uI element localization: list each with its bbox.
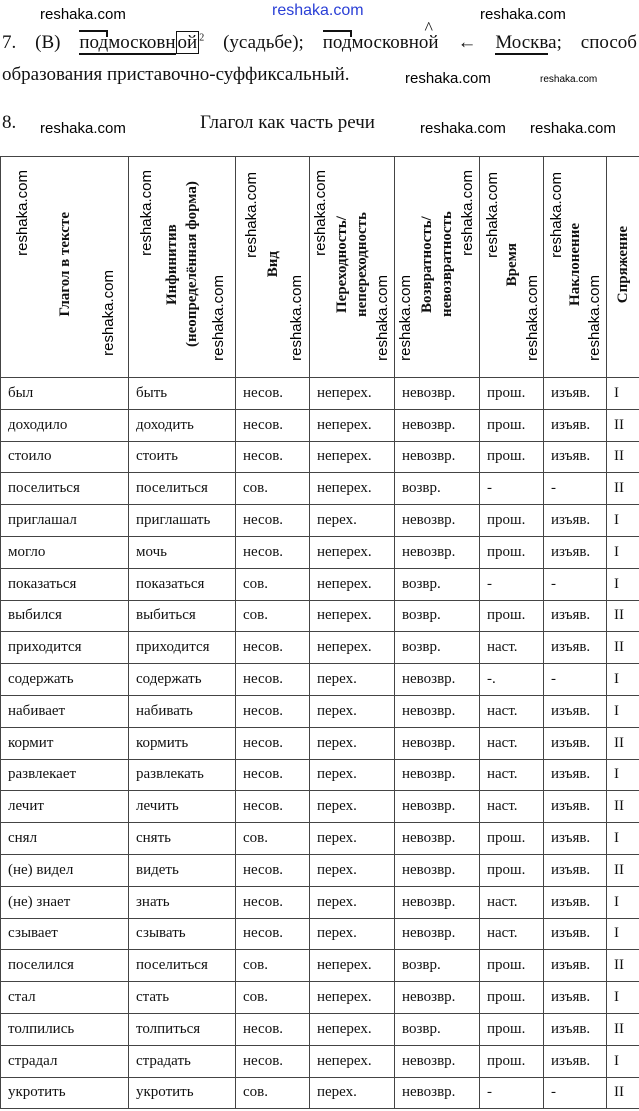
table-row — [1, 982, 639, 1014]
table-row — [1, 1077, 639, 1109]
table-row — [1, 1013, 639, 1045]
watermark: reshaka.com — [540, 74, 598, 85]
cell-tense: наст. — [480, 918, 544, 950]
cell-verb-in-text: развлекает — [1, 759, 129, 791]
cell-aspect: сов. — [236, 473, 310, 505]
column-header-label: Возвратность/ невозвратность — [419, 211, 455, 318]
cell-tense: прош. — [480, 600, 544, 632]
cell-infinitive: показаться — [129, 568, 236, 600]
cell-aspect: несов. — [236, 727, 310, 759]
table-row — [1, 727, 639, 759]
cell-mood: изъяв. — [544, 505, 607, 537]
table-row — [1, 600, 639, 632]
cell-reflexivity: невозвр. — [395, 759, 480, 791]
cell-verb-in-text: сзывает — [1, 918, 129, 950]
superscript: 2 — [199, 32, 205, 44]
cell-tense: наст. — [480, 695, 544, 727]
cell-aspect: несов. — [236, 759, 310, 791]
cell-conjugation: I — [607, 918, 639, 950]
cell-transitivity: неперех. — [310, 473, 395, 505]
cell-reflexivity: невозвр. — [395, 982, 480, 1014]
table-row — [1, 886, 639, 918]
cell-infinitive: поселиться — [129, 950, 236, 982]
cell-infinitive: снять — [129, 823, 236, 855]
cell-conjugation: II — [607, 409, 639, 441]
text: (усадьбе); — [223, 32, 304, 53]
cell-mood: изъяв. — [544, 409, 607, 441]
cell-infinitive: приходится — [129, 632, 236, 664]
cell-infinitive: стать — [129, 982, 236, 1014]
prefix: под — [79, 32, 109, 53]
cell-verb-in-text: содержать — [1, 664, 129, 696]
table-row — [1, 473, 639, 505]
cell-infinitive: набивать — [129, 695, 236, 727]
cell-verb-in-text: кормит — [1, 727, 129, 759]
cell-verb-in-text: приглашал — [1, 505, 129, 537]
watermark: reshaka.com — [480, 6, 566, 23]
cell-reflexivity: невозвр. — [395, 1045, 480, 1077]
cell-transitivity: неперех. — [310, 568, 395, 600]
cell-infinitive: толпиться — [129, 1013, 236, 1045]
watermark: reshaka.com — [138, 170, 155, 256]
table-row — [1, 695, 639, 727]
cell-transitivity: перех. — [310, 918, 395, 950]
cell-tense: наст. — [480, 727, 544, 759]
cell-mood: изъяв. — [544, 1045, 607, 1077]
ending: ой — [177, 32, 198, 53]
cell-infinitive: содержать — [129, 664, 236, 696]
suffix-mark: ^ ой — [419, 32, 439, 53]
cell-tense: прош. — [480, 854, 544, 886]
arrow-icon: ← — [457, 32, 477, 53]
root: москов — [108, 32, 166, 53]
cell-reflexivity: невозвр. — [395, 409, 480, 441]
cell-conjugation: I — [607, 536, 639, 568]
text: способ — [580, 32, 637, 53]
cell-tense: наст. — [480, 886, 544, 918]
cell-tense: прош. — [480, 982, 544, 1014]
watermark: reshaka.com — [288, 275, 305, 361]
cell-mood: изъяв. — [544, 823, 607, 855]
cell-infinitive: укротить — [129, 1077, 236, 1109]
cell-mood: изъяв. — [544, 727, 607, 759]
morpheme-word-2 — [323, 32, 439, 54]
cell-infinitive: лечить — [129, 791, 236, 823]
cell-reflexivity: невозвр. — [395, 441, 480, 473]
cell-reflexivity: невозвр. — [395, 854, 480, 886]
cell-verb-in-text: приходится — [1, 632, 129, 664]
cell-tense: прош. — [480, 823, 544, 855]
cell-infinitive: поселиться — [129, 473, 236, 505]
cell-infinitive: выбиться — [129, 600, 236, 632]
cell-aspect: сов. — [236, 950, 310, 982]
cell-tense: - — [480, 1077, 544, 1109]
table-row — [1, 918, 639, 950]
cell-conjugation: I — [607, 886, 639, 918]
watermark: reshaka.com — [272, 2, 364, 19]
table-row — [1, 664, 639, 696]
cell-tense: прош. — [480, 505, 544, 537]
cell-transitivity: неперех. — [310, 441, 395, 473]
cell-reflexivity: невозвр. — [395, 695, 480, 727]
cell-reflexivity: невозвр. — [395, 727, 480, 759]
cell-reflexivity: невозвр. — [395, 823, 480, 855]
watermark: reshaka.com — [312, 170, 329, 256]
cell-tense: прош. — [480, 441, 544, 473]
cell-mood: изъяв. — [544, 759, 607, 791]
cell-transitivity: перех. — [310, 727, 395, 759]
cell-aspect: несов. — [236, 409, 310, 441]
cell-infinitive: приглашать — [129, 505, 236, 537]
cell-conjugation: I — [607, 1045, 639, 1077]
cell-aspect: несов. — [236, 791, 310, 823]
cell-transitivity: неперех. — [310, 600, 395, 632]
stem: московн — [351, 32, 419, 53]
cell-transitivity: перех. — [310, 823, 395, 855]
cell-conjugation: I — [607, 378, 639, 410]
cell-conjugation: I — [607, 568, 639, 600]
cell-infinitive: знать — [129, 886, 236, 918]
cell-conjugation: II — [607, 854, 639, 886]
table-row — [1, 505, 639, 537]
cell-verb-in-text: (не) знает — [1, 886, 129, 918]
cell-reflexivity: возвр. — [395, 568, 480, 600]
cell-verb-in-text: выбился — [1, 600, 129, 632]
cell-transitivity: неперех. — [310, 378, 395, 410]
cell-reflexivity: невозвр. — [395, 378, 480, 410]
cell-infinitive: стоить — [129, 441, 236, 473]
cell-verb-in-text: толпились — [1, 1013, 129, 1045]
cell-tense: прош. — [480, 1045, 544, 1077]
cell-transitivity: неперех. — [310, 1013, 395, 1045]
cell-verb-in-text: поселился — [1, 950, 129, 982]
root: Москв — [495, 32, 549, 53]
cell-verb-in-text: снял — [1, 823, 129, 855]
cell-reflexivity: невозвр. — [395, 1077, 480, 1109]
cell-tense: прош. — [480, 378, 544, 410]
table-row — [1, 854, 639, 886]
cell-reflexivity: возвр. — [395, 1013, 480, 1045]
cell-transitivity: перех. — [310, 886, 395, 918]
item-number: 7. — [2, 32, 17, 53]
cell-infinitive: мочь — [129, 536, 236, 568]
cell-reflexivity: невозвр. — [395, 505, 480, 537]
cell-transitivity: неперех. — [310, 982, 395, 1014]
cell-mood: - — [544, 1077, 607, 1109]
cell-mood: изъяв. — [544, 441, 607, 473]
column-header-conjugation — [607, 157, 639, 378]
cell-aspect: несов. — [236, 505, 310, 537]
column-header-label: Наклонение — [567, 223, 583, 306]
cell-reflexivity: возвр. — [395, 950, 480, 982]
verb-table — [0, 156, 639, 1109]
cell-transitivity: неперех. — [310, 536, 395, 568]
cell-tense: - — [480, 473, 544, 505]
cell-verb-in-text: укротить — [1, 1077, 129, 1109]
cell-mood: изъяв. — [544, 950, 607, 982]
cell-conjugation: II — [607, 1077, 639, 1109]
cell-aspect: сов. — [236, 568, 310, 600]
item-number: 8. — [2, 112, 17, 133]
morpheme-word-3 — [495, 32, 562, 54]
watermark: reshaka.com — [40, 120, 126, 137]
cell-reflexivity: возвр. — [395, 473, 480, 505]
table-title: Глагол как часть речи — [200, 112, 375, 133]
cell-aspect: несов. — [236, 854, 310, 886]
table-row — [1, 409, 639, 441]
table-row — [1, 441, 639, 473]
cell-conjugation: I — [607, 982, 639, 1014]
cell-conjugation: I — [607, 505, 639, 537]
cell-verb-in-text: доходило — [1, 409, 129, 441]
cell-conjugation: II — [607, 950, 639, 982]
watermark: reshaka.com — [586, 275, 603, 361]
cell-mood: изъяв. — [544, 854, 607, 886]
cell-aspect: несов. — [236, 1045, 310, 1077]
watermark: reshaka.com — [530, 120, 616, 137]
column-header-label: Глагол в тексте — [56, 212, 73, 317]
cell-verb-in-text: был — [1, 378, 129, 410]
cell-conjugation: II — [607, 600, 639, 632]
watermark: reshaka.com — [420, 120, 506, 137]
watermark: reshaka.com — [459, 170, 476, 256]
cell-reflexivity: невозвр. — [395, 791, 480, 823]
table-row — [1, 950, 639, 982]
cell-aspect: несов. — [236, 918, 310, 950]
cell-mood: изъяв. — [544, 918, 607, 950]
watermark: reshaka.com — [548, 172, 565, 258]
watermark: reshaka.com — [210, 275, 227, 361]
cell-tense: прош. — [480, 950, 544, 982]
cell-aspect: несов. — [236, 695, 310, 727]
cell-conjugation: I — [607, 664, 639, 696]
cell-transitivity: неперех. — [310, 1045, 395, 1077]
cell-reflexivity: возвр. — [395, 632, 480, 664]
watermark: reshaka.com — [100, 270, 117, 356]
cell-mood: изъяв. — [544, 982, 607, 1014]
cell-aspect: несов. — [236, 536, 310, 568]
prefix: под — [322, 32, 352, 53]
cell-transitivity: неперех. — [310, 632, 395, 664]
cell-mood: изъяв. — [544, 1013, 607, 1045]
cell-tense: прош. — [480, 1013, 544, 1045]
cell-transitivity: перех. — [310, 759, 395, 791]
cell-reflexivity: возвр. — [395, 600, 480, 632]
cell-transitivity: перех. — [310, 791, 395, 823]
cell-mood: - — [544, 568, 607, 600]
cell-conjugation: II — [607, 1013, 639, 1045]
cell-verb-in-text: показаться — [1, 568, 129, 600]
cell-aspect: несов. — [236, 886, 310, 918]
cell-aspect: несов. — [236, 632, 310, 664]
table-row — [1, 1045, 639, 1077]
cell-aspect: сов. — [236, 823, 310, 855]
text: (В) — [35, 32, 61, 53]
cell-tense: наст. — [480, 632, 544, 664]
watermark: reshaka.com — [14, 170, 31, 256]
item-7-line-2: образования приставочно-суффиксальный. — [2, 64, 350, 85]
cell-conjugation: II — [607, 632, 639, 664]
cell-verb-in-text: страдал — [1, 1045, 129, 1077]
watermark: reshaka.com — [524, 275, 541, 361]
cell-verb-in-text: поселиться — [1, 473, 129, 505]
cell-mood: изъяв. — [544, 695, 607, 727]
cell-infinitive: развлекать — [129, 759, 236, 791]
cell-transitivity: неперех. — [310, 950, 395, 982]
cell-transitivity: перех. — [310, 854, 395, 886]
watermark: reshaka.com — [405, 70, 491, 87]
cell-aspect: сов. — [236, 600, 310, 632]
cell-transitivity: перех. — [310, 695, 395, 727]
table-row — [1, 759, 639, 791]
watermark: reshaka.com — [484, 172, 501, 258]
cell-conjugation: I — [607, 759, 639, 791]
cell-verb-in-text: лечит — [1, 791, 129, 823]
cell-tense: прош. — [480, 536, 544, 568]
cell-tense: - — [480, 568, 544, 600]
cell-aspect: сов. — [236, 982, 310, 1014]
cell-transitivity: перех. — [310, 664, 395, 696]
cell-aspect: сов. — [236, 1077, 310, 1109]
cell-verb-in-text: могло — [1, 536, 129, 568]
cell-reflexivity: невозвр. — [395, 886, 480, 918]
cell-infinitive: доходить — [129, 409, 236, 441]
table-row — [1, 378, 639, 410]
cell-reflexivity: невозвр. — [395, 536, 480, 568]
watermark: reshaka.com — [374, 275, 391, 361]
cell-reflexivity: невозвр. — [395, 918, 480, 950]
cell-infinitive: кормить — [129, 727, 236, 759]
cell-aspect: несов. — [236, 378, 310, 410]
cell-transitivity: неперех. — [310, 409, 395, 441]
morpheme-word-1 — [79, 32, 204, 54]
cell-infinitive: страдать — [129, 1045, 236, 1077]
cell-aspect: несов. — [236, 664, 310, 696]
cell-transitivity: перех. — [310, 505, 395, 537]
cell-transitivity: перех. — [310, 1077, 395, 1109]
cell-aspect: несов. — [236, 441, 310, 473]
column-header-label: Время — [503, 242, 520, 287]
column-header-label: Спряжение — [615, 225, 631, 304]
cell-conjugation: II — [607, 441, 639, 473]
cell-infinitive: быть — [129, 378, 236, 410]
suffix: н — [165, 32, 176, 53]
table-row — [1, 536, 639, 568]
cell-mood: изъяв. — [544, 600, 607, 632]
column-header-label: Инфинитив (неопределённая форма) — [164, 181, 200, 348]
cell-conjugation: II — [607, 727, 639, 759]
column-header-label: Вид — [264, 251, 281, 278]
item-7-line-1 — [2, 32, 637, 54]
table-row — [1, 632, 639, 664]
cell-verb-in-text: (не) видел — [1, 854, 129, 886]
watermark: reshaka.com — [40, 6, 126, 23]
cell-tense: -. — [480, 664, 544, 696]
cell-verb-in-text: стоило — [1, 441, 129, 473]
table-row — [1, 823, 639, 855]
cell-infinitive: сзывать — [129, 918, 236, 950]
column-header-label: Переходность/ непереходность — [334, 212, 370, 317]
watermark: reshaka.com — [243, 172, 260, 258]
cell-mood: изъяв. — [544, 378, 607, 410]
cell-conjugation: I — [607, 695, 639, 727]
text: а; — [548, 32, 562, 53]
cell-tense: наст. — [480, 791, 544, 823]
cell-mood: изъяв. — [544, 791, 607, 823]
cell-aspect: несов. — [236, 1013, 310, 1045]
cell-verb-in-text: стал — [1, 982, 129, 1014]
table-row — [1, 791, 639, 823]
cell-verb-in-text: набивает — [1, 695, 129, 727]
cell-conjugation: II — [607, 791, 639, 823]
cell-mood: изъяв. — [544, 886, 607, 918]
cell-tense: прош. — [480, 409, 544, 441]
cell-mood: - — [544, 664, 607, 696]
cell-infinitive: видеть — [129, 854, 236, 886]
cell-conjugation: II — [607, 473, 639, 505]
watermark: reshaka.com — [397, 275, 414, 361]
cell-mood: - — [544, 473, 607, 505]
cell-mood: изъяв. — [544, 536, 607, 568]
cell-conjugation: I — [607, 823, 639, 855]
cell-mood: изъяв. — [544, 632, 607, 664]
table-row — [1, 568, 639, 600]
cell-tense: наст. — [480, 759, 544, 791]
cell-reflexivity: невозвр. — [395, 664, 480, 696]
